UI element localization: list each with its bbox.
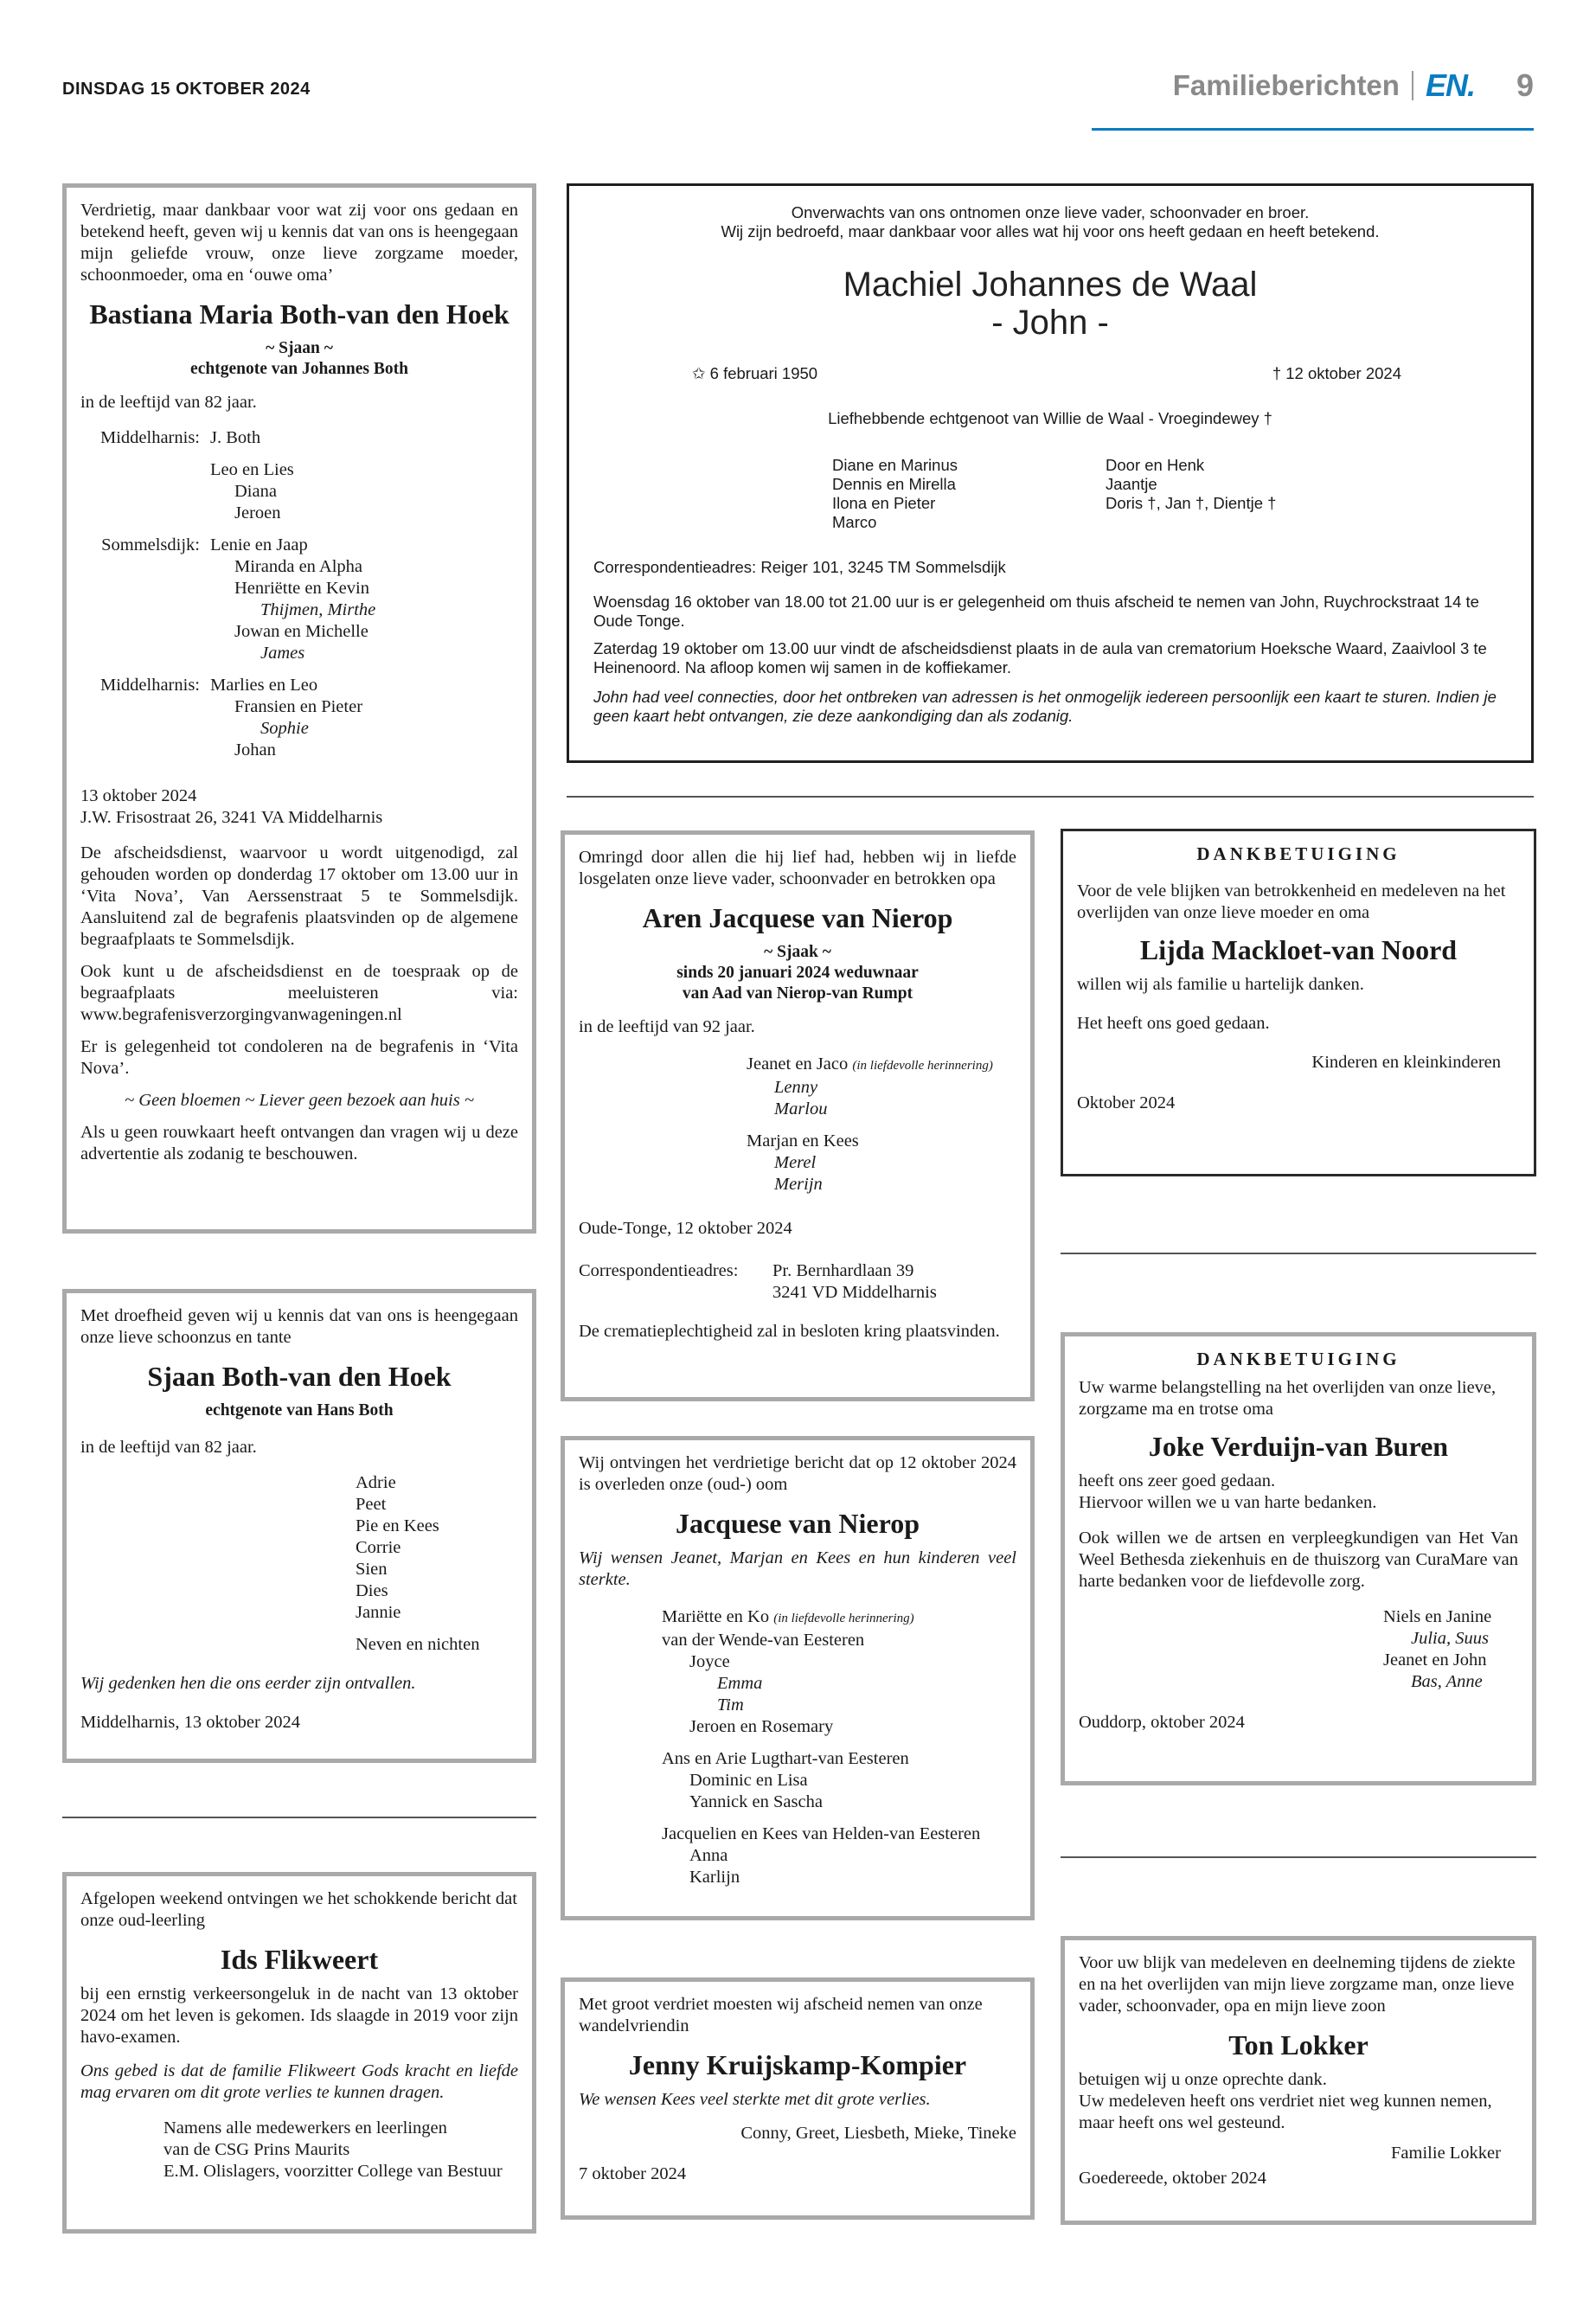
header-date: DINSDAG 15 OKTOBER 2024 [62, 80, 311, 99]
relative: Door en Henk [1106, 456, 1205, 474]
signature: Bas, Anne [1411, 1672, 1483, 1691]
address: Correspondentieadres: Reiger 101, 3245 TM Sommelsdijk [593, 558, 1006, 576]
name-line: - John - [991, 304, 1109, 342]
memory-note: (in liefdevolle herinnering) [852, 1059, 993, 1073]
relative: Marco [832, 513, 877, 531]
prayer: Ons gebed is dat de familie Flikweert Gods kracht en liefde mag ervaren om dit grote verlies te kunnen dragen. [80, 2061, 518, 2102]
ad-intro: Afgelopen weekend ontvingen we het schokkende bericht dat onze oud-leerling [80, 1889, 517, 1930]
widower-info: sinds 20 januari 2024 weduwnaar [676, 964, 919, 982]
date: 13 oktober 2024 [80, 786, 197, 805]
thanks-title: DANKBETUIGING [1196, 1349, 1401, 1369]
deceased-name: Lijda Mackloet-van Noord [1139, 934, 1458, 965]
relative: Jeroen en Rosemary [689, 1717, 834, 1736]
thanks-text: Hiervoor willen we u van harte bedanken. [1079, 1493, 1377, 1512]
ad-intro: Wij ontvingen het verdrietige bericht dat op 12 oktober 2024 is overleden onze (oud-) oom [579, 1453, 1016, 1494]
relative: Jacquelien en Kees van Helden-van Eesteren [662, 1824, 981, 1843]
ad-intro: Wij zijn bedroefd, maar dankbaar voor alles wat hij voor ons heeft gedaan en heeft betekend. [721, 222, 1380, 240]
relative: Emma [717, 1674, 763, 1693]
address: J.W. Frisostraat 26, 3241 VA Middelharnis [80, 808, 383, 827]
address: Pr. Bernhardlaan 39 [772, 1261, 914, 1280]
relative: Henriëtte en Kevin [234, 579, 369, 598]
relative: Jowan en Michelle [234, 622, 369, 641]
relative: Thijmen, Mirthe [260, 600, 376, 619]
relative: Johan [234, 740, 276, 760]
accident-info: bij een ernstig verkeersongeluk in de nacht van 13 oktober 2024 om het leven is gekomen. Ids slaagde in 2019 voor zijn havo-examen. [80, 1984, 518, 2047]
relative: Adrie [356, 1473, 396, 1492]
date: Oktober 2024 [1077, 1093, 1176, 1112]
relative: Jaantje [1106, 475, 1157, 493]
ad-aren [561, 830, 1035, 1401]
age: in de leeftijd van 92 jaar. [579, 1017, 755, 1036]
wish: We wensen Kees veel sterkte met dit grote verlies. [579, 2090, 931, 2109]
relative: Sophie [260, 719, 309, 738]
note: John had veel connecties, door het ontbreken van adressen is het onmogelijk iedereen persoonlijk een kaart te sturen. Indien je geen kaart hebt ontvangen, zie deze aankondiging dan als zodanig. [593, 688, 1497, 725]
place-label: Sommelsdijk: [101, 535, 200, 554]
signature: Kinderen en kleinkinderen [1311, 1053, 1501, 1072]
relative: Jeroen [234, 503, 281, 522]
age: in de leeftijd van 82 jaar. [80, 1438, 257, 1457]
relative: J. Both [210, 428, 261, 447]
age: in de leeftijd van 82 jaar. [80, 393, 257, 412]
place-label: Middelharnis: [99, 428, 200, 447]
relative: Anna [689, 1846, 728, 1865]
ad-ton [1061, 1936, 1536, 2225]
thanks-title: DANKBETUIGING [1196, 843, 1401, 864]
relative: Dies [356, 1581, 388, 1600]
deceased-name: Bastiana Maria Both-van den Hoek [89, 298, 510, 330]
date: Oude-Tonge, 12 oktober 2024 [579, 1219, 792, 1238]
deceased-name: Jacquese van Nierop [675, 1508, 920, 1539]
relative: James [260, 644, 305, 663]
corr-label: Correspondentieadres: [579, 1261, 739, 1280]
no-flowers: ~ Geen bloemen ~ Liever geen bezoek aan huis ~ [125, 1091, 474, 1110]
deceased-name: Sjaan Both-van den Hoek [147, 1361, 452, 1392]
relative: Lenie en Jaap [210, 535, 308, 554]
ad-jenny [561, 1977, 1035, 2220]
ad-intro: Voor de vele blijken van betrokkenheid en medeleven na het overlijden van onze lieve moeder en oma [1077, 881, 1506, 922]
divider [62, 1817, 536, 1818]
relative: Fransien en Pieter [234, 697, 363, 716]
ad-intro: Omringd door allen die hij lief had, hebben wij in liefde losgelaten onze lieve vader, schoonvader en betrokken opa [579, 848, 1016, 888]
birth-date: ✩ 6 februari 1950 [692, 364, 818, 382]
divider [567, 796, 1534, 798]
relative: Miranda en Alpha [234, 557, 363, 576]
date: Middelharnis, 13 oktober 2024 [80, 1713, 300, 1732]
relatives-list [46, 427, 518, 761]
signature: Julia, Suus [1411, 1629, 1489, 1648]
nickname: ~ Sjaak ~ [764, 943, 831, 961]
ad-bastiana [62, 183, 536, 1234]
relative: Diane en Marinus [832, 456, 958, 474]
thanks-text: willen wij als familie u hartelijk danken. [1077, 975, 1364, 994]
relative: Ilona en Pieter [832, 494, 936, 512]
deceased-name: Ids Flikweert [220, 1944, 379, 1975]
ad-intro: Voor uw blijk van medeleven en deelneming tijdens de ziekte en na het overlijden van mijn lieve zorgzame man, onze lieve vader, schoonvader, opa en mijn lieve zoon [1079, 1953, 1516, 2016]
signature: Conny, Greet, Liesbeth, Mieke, Tineke [740, 2124, 1016, 2143]
thanks-text: Uw medeleven heeft ons verdriet niet weg kunnen nemen, maar heeft ons wel gesteund. [1079, 2092, 1492, 2132]
en-logo: EN. [1425, 67, 1475, 103]
relative: Doris †, Jan †, Dientje † [1106, 494, 1277, 512]
thanks-text: betuigen wij u onze oprechte dank. [1079, 2070, 1327, 2089]
memory-note: (in liefdevolle herinnering) [773, 1612, 914, 1625]
signature: Familie Lokker [1391, 2144, 1501, 2163]
ad-intro: Onverwachts van ons ontnomen onze lieve vader, schoonvader en broer. [791, 203, 1310, 221]
section-title: Familieberichten [1173, 71, 1413, 100]
relative: Corrie [356, 1538, 401, 1557]
date: Ouddorp, oktober 2024 [1079, 1713, 1245, 1732]
spouse: Liefhebbende echtgenoot van Willie de Waal - Vroegindewey † [828, 409, 1272, 427]
service-info: De afscheidsdienst, waarvoor u wordt uitgenodigd, zal gehouden worden op donderdag 17 oktober om 13.00 uur in ‘Vita Nova’, Van Aerssenstraat 5 te Sommelsdijk. Aansluitend zal de begrafenis plaatsvinden op de algemene begraafplaats te Sommelsdijk. [80, 843, 518, 949]
ad-sjaan [62, 1289, 536, 1763]
relative: Leo en Lies [210, 460, 294, 479]
page-number: 9 [1516, 67, 1534, 103]
signature: E.M. Olislagers, voorzitter College van Bestuur [163, 2162, 503, 2181]
deceased-name: Aren Jacquese van Nierop [642, 902, 953, 933]
deceased-name: Jenny Kruijskamp-Kompier [628, 2049, 967, 2080]
ad-intro: Met groot verdriet moesten wij afscheid nemen van onze wandelvriendin [579, 1995, 983, 2035]
condolence-info: Er is gelegenheid tot condoleren na de begrafenis in ‘Vita Nova’. [80, 1037, 518, 1078]
care-thanks: Ook willen we de artsen en verpleegkundigen van Het Van Weel Bethesda ziekenhuis en de thuiszorg van CuraMare van harte bedanken voor de liefdevolle zorg. [1079, 1529, 1518, 1591]
ad-intro: Met droefheid geven wij u kennis dat van ons is heengegaan onze lieve schoonzus en tante [80, 1306, 518, 1347]
relative: Marlies en Leo [210, 676, 318, 695]
place-label: Middelharnis: [99, 676, 200, 695]
relative: van der Wende-van Eesteren [662, 1631, 865, 1650]
relative: Marlou [774, 1099, 828, 1118]
relative: Diana [234, 482, 277, 501]
relative: Ans en Arie Lugthart-van Eesteren [662, 1749, 909, 1768]
remembrance: Wij gedenken hen die ons eerder zijn ontvallen. [80, 1674, 416, 1693]
relative: Lenny [774, 1078, 818, 1097]
ad-machiel [567, 183, 1534, 763]
signature: van de CSG Prins Maurits [163, 2140, 350, 2159]
signature: Niels en Janine [1383, 1607, 1492, 1626]
ad-intro: Uw warme belangstelling na het overlijden van onze lieve, zorgzame ma en trotse oma [1079, 1378, 1497, 1419]
ad-joke [1061, 1332, 1536, 1785]
signature: Jeanet en John [1383, 1650, 1487, 1670]
farewell-info: Woensdag 16 oktober van 18.00 tot 21.00 uur is er gelegenheid om thuis afscheid te nemen van John, Ruychrockstraat 14 te Oude Tonge. [593, 593, 1479, 630]
relative: Dominic en Lisa [689, 1771, 808, 1790]
relative: Merijn [774, 1175, 823, 1194]
divider [1061, 1253, 1536, 1254]
date: Goedereede, oktober 2024 [1079, 2169, 1266, 2188]
date: 7 oktober 2024 [579, 2164, 687, 2183]
thanks-text: Het heeft ons goed gedaan. [1077, 1014, 1270, 1033]
relative: Neven en nichten [356, 1635, 480, 1654]
wish: Wij wensen Jeanet, Marjan en Kees en hun kinderen veel sterkte. [579, 1548, 1016, 1589]
relative: Jeanet en Jaco [747, 1054, 849, 1074]
relative: Marjan en Kees [747, 1131, 859, 1150]
cremation-info: De crematieplechtigheid zal in besloten kring plaatsvinden. [579, 1322, 1000, 1341]
signature: Namens alle medewerkers en leerlingen [163, 2118, 447, 2138]
ad-lijda [1061, 829, 1536, 1176]
ad-intro: Verdrietig, maar dankbaar voor wat zij voor ons gedaan en betekend heeft, geven wij u kennis dat van ons is heengegaan mijn geliefde vrouw, onze lieve zorgzame moeder, schoonmoeder, oma en ‘ouwe oma’ [80, 201, 518, 285]
relative: Jannie [356, 1603, 401, 1622]
no-card-note: Als u geen rouwkaart heeft ontvangen dan vragen wij u deze advertentie als zodanig te beschouwen. [80, 1123, 518, 1163]
ad-ids [62, 1872, 536, 2234]
relative: Karlijn [689, 1868, 740, 1887]
ad-jacquese [561, 1436, 1035, 1920]
deceased-name: Ton Lokker [1228, 2029, 1368, 2061]
thanks-text: heeft ons zeer goed gedaan. [1079, 1471, 1276, 1490]
name-line: Machiel Johannes de Waal [843, 266, 1258, 304]
header-masthead [1173, 67, 1534, 104]
relative: Tim [717, 1695, 744, 1715]
nickname: ~ Sjaan ~ [266, 339, 333, 357]
relative: Sien [356, 1560, 388, 1579]
deceased-name [593, 266, 1507, 342]
address: 3241 VD Middelharnis [772, 1283, 937, 1302]
relative: Joyce [689, 1652, 730, 1671]
header-rule [1092, 128, 1534, 131]
relative: Merel [774, 1153, 817, 1172]
spouse: echtgenote van Johannes Both [190, 360, 408, 378]
relative: Peet [356, 1495, 387, 1514]
death-date: † 12 oktober 2024 [1272, 364, 1401, 382]
relative: Mariëtte en Ko [662, 1607, 770, 1626]
deceased-name: Joke Verduijn-van Buren [1148, 1431, 1449, 1462]
relative: Dennis en Mirella [832, 475, 956, 493]
online-info: Ook kunt u de afscheidsdienst en de toespraak op de begraafplaats meeluisteren via: www.begrafenisverzorgingvanwageningen.nl [80, 962, 518, 1024]
spouse: echtgenote van Hans Both [205, 1401, 394, 1420]
divider [1061, 1856, 1536, 1858]
service-info: Zaterdag 19 oktober om 13.00 uur vindt de afscheidsdienst plaats in de aula van crematorium Hoeksche Waard, Zaaivlool 3 te Heinenoord. Na afloop komen wij samen in de koffiekamer. [593, 639, 1487, 676]
widower-info: van Aad van Nierop-van Rumpt [682, 984, 913, 1003]
relative: Pie en Kees [356, 1516, 439, 1535]
relative: Yannick en Sascha [689, 1792, 823, 1811]
